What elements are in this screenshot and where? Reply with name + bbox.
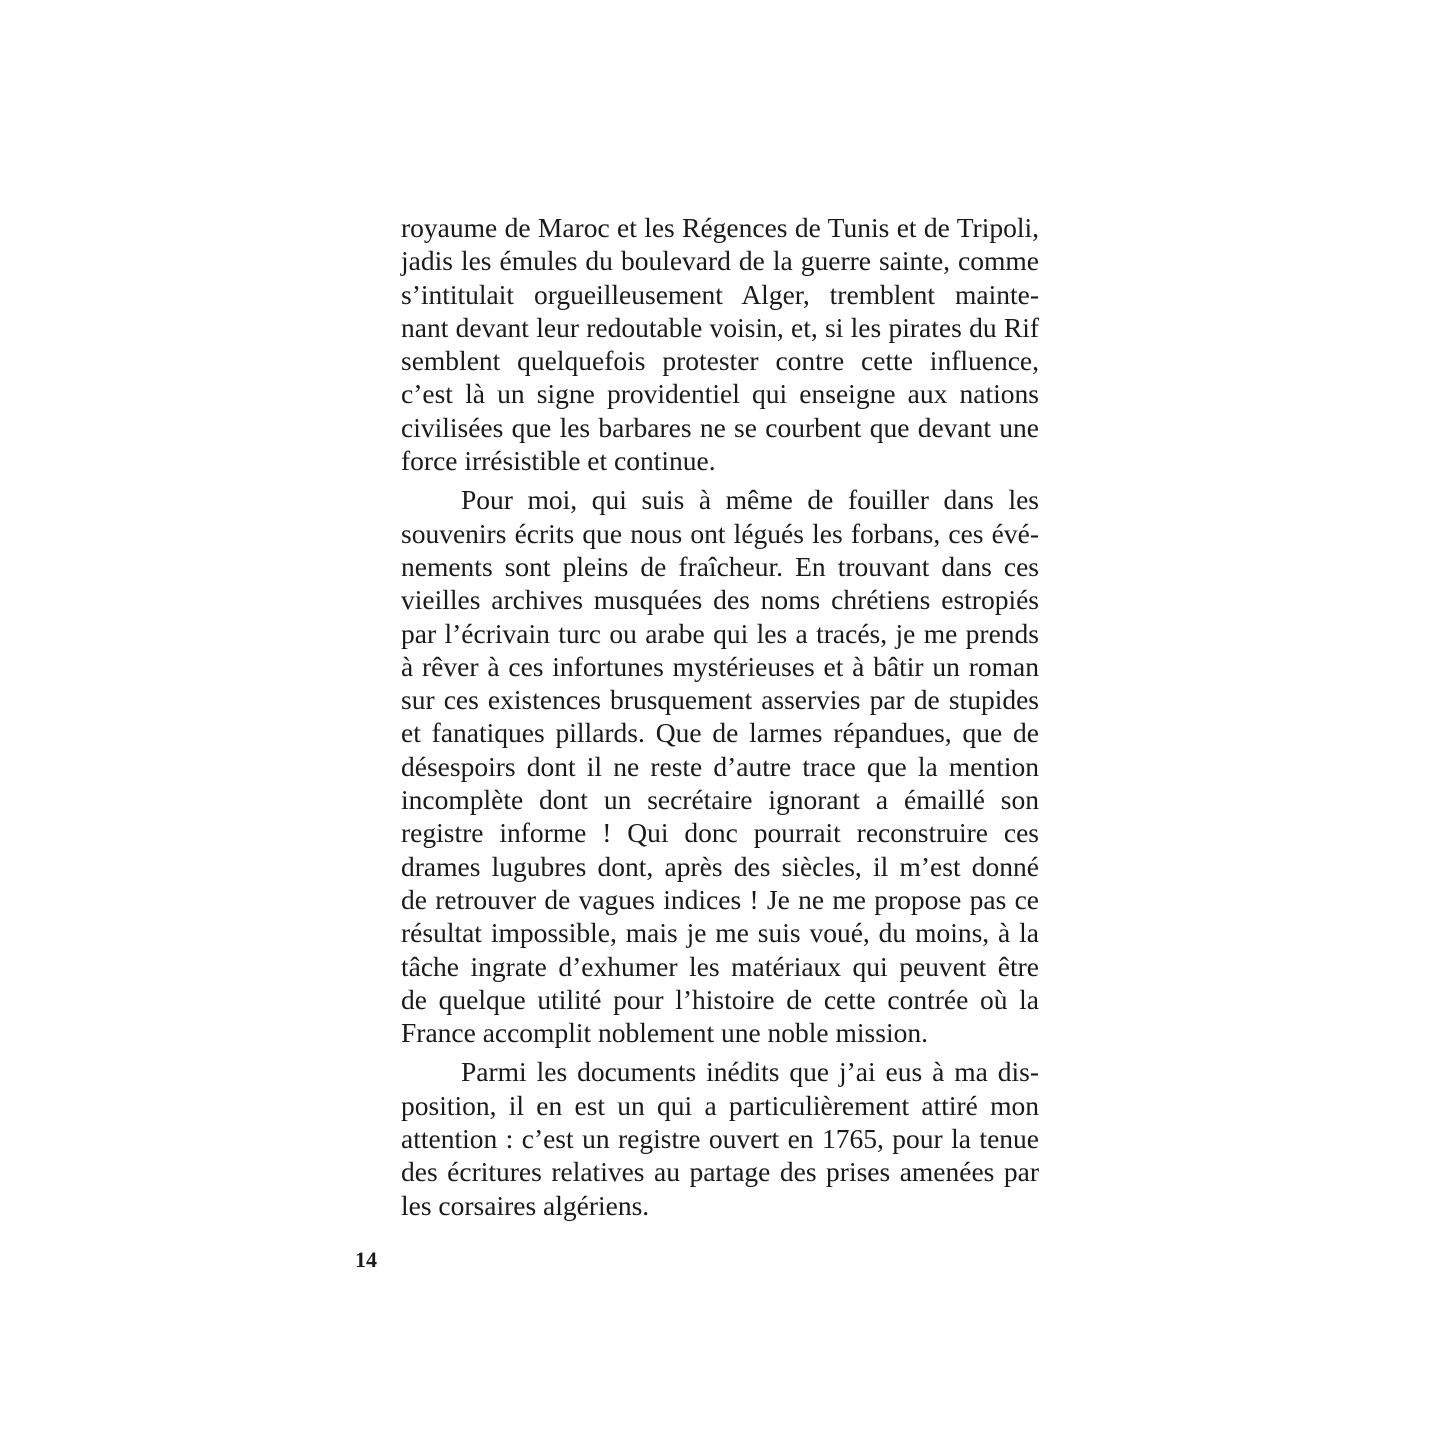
text-line: à rêver à ces infortunes mystérieuses et à bâtir un roman: [401, 650, 1039, 682]
text-line: résultat impossible, mais je me suis voué, du moins, à la: [401, 917, 1039, 949]
text-line: c’est là un signe providentiel qui enseigne aux nations: [401, 378, 1039, 410]
text-line: et fanatiques pillards. Que de larmes répandues, que de: [401, 717, 1039, 749]
text-line: France accomplit noblement une noble mission.: [401, 1017, 928, 1049]
text-line: tâche ingrate d’exhumer les matériaux qui peuvent être: [401, 950, 1039, 982]
text-line: drames lugubres dont, après des siècles, il m’est donné: [401, 850, 1039, 882]
page-number: 14: [355, 1247, 377, 1272]
text-line: nant devant leur redoutable voisin, et, si les pirates du Rif: [401, 311, 1039, 343]
text-line: Parmi les documents inédits que j’ai eus à ma dis-: [461, 1056, 1039, 1088]
text-line: civilisées que les barbares ne se courbent que devant une: [401, 411, 1039, 443]
text-line: désespoirs dont il ne reste d’autre trace que la mention: [401, 750, 1039, 782]
text-line: vieilles archives musquées des noms chrétiens estropiés: [401, 584, 1039, 616]
text-line: royaume de Maroc et les Régences de Tunis et de Tripoli,: [401, 212, 1039, 243]
text-line: de quelque utilité pour l’histoire de cette contrée où la: [401, 983, 1039, 1015]
text-line: attention : c’est un registre ouvert en 1765, pour la tenue: [401, 1123, 1039, 1155]
text-line: souvenirs écrits que nous ont légués les forbans, ces évé-: [401, 517, 1039, 549]
text-line: Pour moi, qui suis à même de fouiller dans les: [461, 484, 1039, 516]
text-line: force irrésistible et continue.: [401, 445, 716, 477]
text-line: sur ces existences brusquement asservies par de stupides: [401, 684, 1039, 716]
text-line: par l’écrivain turc ou arabe qui les a tracés, je me prends: [401, 617, 1039, 649]
body-text: [401, 211, 1039, 1222]
text-line: position, il en est un qui a particulièrement attiré mon: [401, 1089, 1039, 1121]
text-line: de retrouver de vagues indices ! Je ne me propose pas ce: [401, 883, 1039, 915]
text-line: nements sont pleins de fraîcheur. En trouvant dans ces: [401, 550, 1039, 582]
text-line: jadis les émules du boulevard de la guerre sainte, comme: [401, 245, 1039, 277]
text-line: des écritures relatives au partage des prises amenées par: [401, 1156, 1039, 1188]
text-line: incomplète dont un secrétaire ignorant a émaillé son: [401, 784, 1039, 816]
text-line: semblent quelquefois protester contre cette influence,: [401, 345, 1039, 377]
paragraph: [401, 1055, 1039, 1221]
text-line: les corsaires algériens.: [401, 1189, 650, 1221]
paragraph: [401, 483, 1039, 1049]
text-line: s’intitulait orgueilleusement Alger, tremblent mainte-: [401, 278, 1039, 310]
paragraph: [401, 211, 1039, 477]
text-line: registre informe ! Qui donc pourrait reconstruire ces: [401, 817, 1039, 849]
